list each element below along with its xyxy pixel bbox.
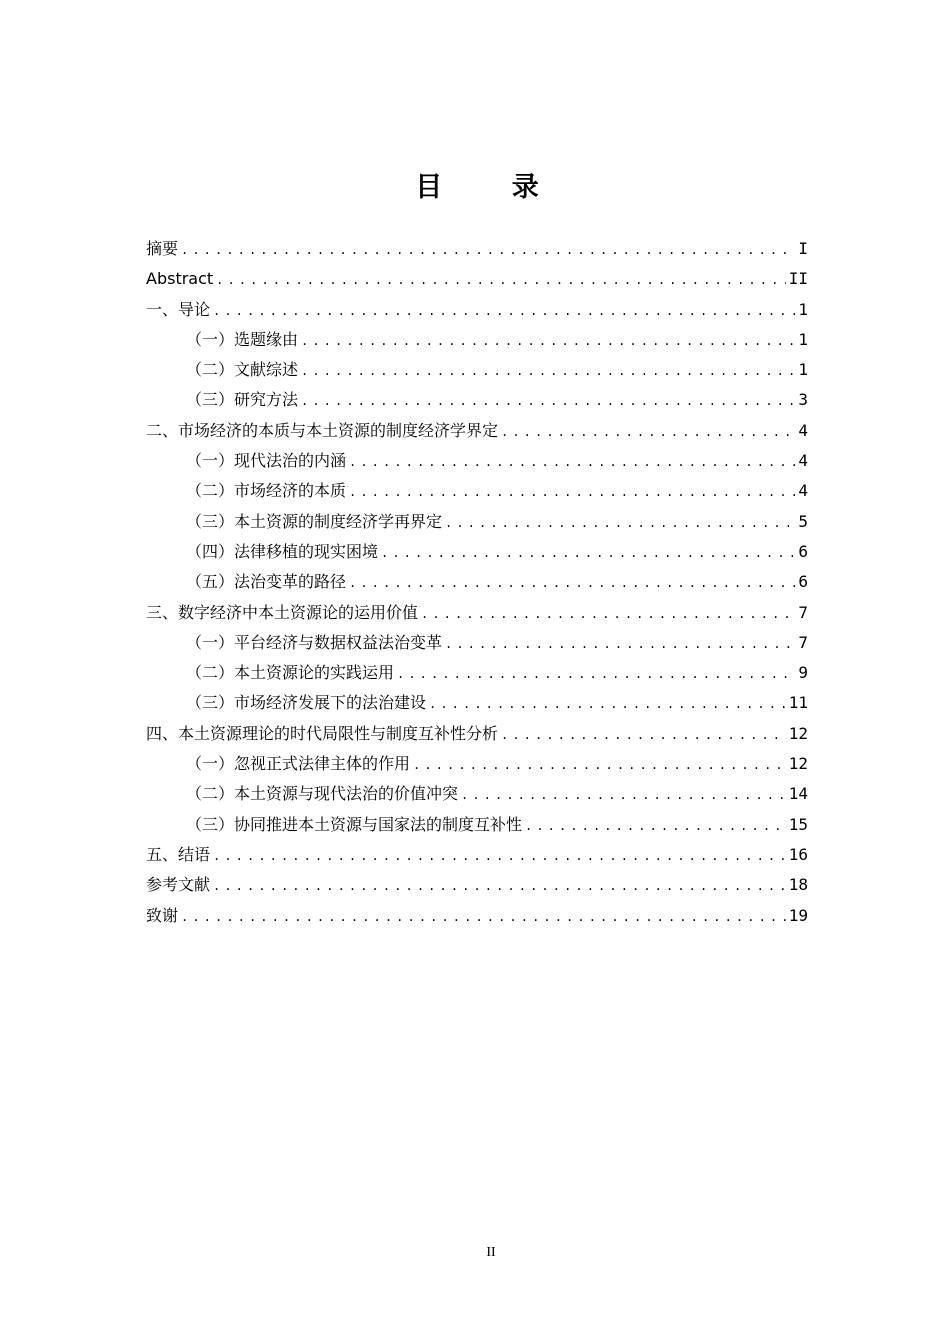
toc-entry-page: 12 xyxy=(788,754,808,774)
toc-entry-label: （二）本土资源与现代法治的价值冲突 xyxy=(186,784,459,804)
toc-leader-dots xyxy=(381,538,795,568)
toc-entry-page: 9 xyxy=(798,663,808,683)
toc-entry[interactable] xyxy=(146,325,808,355)
toc-entry-page: 12 xyxy=(788,723,808,743)
toc-entry-label: （二）市场经济的本质 xyxy=(186,481,347,501)
toc-entry[interactable] xyxy=(146,295,808,325)
toc-entry-page: 18 xyxy=(788,875,808,895)
toc-leader-dots xyxy=(525,811,786,841)
toc-entry-label: （三）市场经济发展下的法治建设 xyxy=(186,693,427,713)
toc-entry-page: 16 xyxy=(788,844,808,864)
toc-entry-page: 1 xyxy=(798,299,808,319)
page-title: 目 录 xyxy=(415,172,569,203)
toc-entry-label: （四）法律移植的现实困境 xyxy=(186,541,379,561)
toc-leader-dots xyxy=(216,265,786,295)
toc-leader-dots xyxy=(349,477,795,507)
toc-entry-page: 6 xyxy=(798,541,808,561)
toc-entry-label: （一）平台经济与数据权益法治变革 xyxy=(186,632,443,652)
toc-entry[interactable] xyxy=(146,719,808,749)
toc-entry[interactable] xyxy=(146,446,808,476)
toc-entry-label: 致谢 xyxy=(146,905,179,925)
toc-entry[interactable] xyxy=(146,870,808,900)
toc-entry-label: 二、市场经济的本质与本土资源的制度经济学界定 xyxy=(146,420,499,440)
toc-leader-dots xyxy=(501,720,786,750)
footer-page-number: II xyxy=(486,1245,496,1260)
toc-entry-label: Abstract xyxy=(146,269,214,289)
toc-entry-page: 14 xyxy=(788,784,808,804)
toc-entry-label: （五）法治变革的路径 xyxy=(186,572,347,592)
toc-entry-label: （二）文献综述 xyxy=(186,360,299,380)
toc-entry[interactable] xyxy=(146,840,808,870)
toc-leader-dots xyxy=(213,871,786,901)
toc-entry[interactable] xyxy=(146,264,808,294)
toc-leader-dots xyxy=(397,659,795,689)
toc-entry[interactable] xyxy=(146,658,808,688)
toc-entry-page: 4 xyxy=(798,481,808,501)
toc-entry[interactable] xyxy=(146,234,808,264)
toc-entry-label: 一、导论 xyxy=(146,299,211,319)
toc-entry[interactable] xyxy=(146,810,808,840)
toc-leader-dots xyxy=(301,386,795,416)
toc-entry-page: 11 xyxy=(788,693,808,713)
toc-entry[interactable] xyxy=(146,598,808,628)
toc-entry-page: 4 xyxy=(798,451,808,471)
toc-entry-page: 3 xyxy=(798,390,808,410)
toc-entry-label: 摘要 xyxy=(146,239,179,258)
toc-entry-label: （二）本土资源论的实践运用 xyxy=(186,663,395,683)
toc-entry-page: 5 xyxy=(798,511,808,531)
toc-leader-dots xyxy=(213,841,786,871)
toc-entry-label: 五、结语 xyxy=(146,844,211,864)
toc-entry-label: （三）协同推进本土资源与国家法的制度互补性 xyxy=(186,814,523,834)
toc-entry-page: 15 xyxy=(788,814,808,834)
toc-entry[interactable] xyxy=(146,476,808,506)
toc-entry-page: 7 xyxy=(798,632,808,652)
toc-leader-dots xyxy=(213,296,795,326)
toc-leader-dots xyxy=(429,689,786,719)
toc-entry-page: 19 xyxy=(788,905,808,925)
toc-entry[interactable] xyxy=(146,355,808,385)
toc-entry-page: II xyxy=(788,269,808,289)
toc-leader-dots xyxy=(413,750,786,780)
toc-entry[interactable] xyxy=(146,507,808,537)
toc-leader-dots xyxy=(461,780,786,810)
toc-leader-dots xyxy=(301,326,795,356)
toc-entry[interactable] xyxy=(146,628,808,658)
toc-leader-dots xyxy=(349,568,795,598)
toc-entry-label: （三）研究方法 xyxy=(186,390,299,410)
toc-entry-label: （三）本土资源的制度经济学再界定 xyxy=(186,511,443,531)
table-of-contents xyxy=(146,234,808,931)
toc-entry[interactable] xyxy=(146,779,808,809)
toc-entry-label: 四、本土资源理论的时代局限性与制度互补性分析 xyxy=(146,723,499,743)
toc-leader-dots xyxy=(349,447,795,477)
toc-entry-page: I xyxy=(798,239,808,258)
toc-entry[interactable] xyxy=(146,688,808,718)
toc-leader-dots xyxy=(445,629,795,659)
toc-entry-page: 6 xyxy=(798,572,808,592)
toc-entry[interactable] xyxy=(146,567,808,597)
toc-leader-dots xyxy=(445,508,795,538)
toc-leader-dots xyxy=(301,356,795,386)
toc-entry-label: （一）选题缘由 xyxy=(186,329,299,349)
toc-entry-page: 1 xyxy=(798,360,808,380)
toc-entry[interactable] xyxy=(146,416,808,446)
toc-leader-dots xyxy=(181,235,795,265)
toc-entry[interactable] xyxy=(146,749,808,779)
toc-entry-label: 参考文献 xyxy=(146,875,211,895)
toc-leader-dots xyxy=(501,417,795,447)
toc-entry-page: 4 xyxy=(798,420,808,440)
toc-entry-page: 7 xyxy=(798,602,808,622)
toc-entry-label: （一）忽视正式法律主体的作用 xyxy=(186,754,411,774)
toc-entry-page: 1 xyxy=(798,329,808,349)
toc-entry-label: （一）现代法治的内涵 xyxy=(186,451,347,471)
toc-leader-dots xyxy=(421,599,795,629)
toc-entry[interactable] xyxy=(146,385,808,415)
toc-entry-label: 三、数字经济中本土资源论的运用价值 xyxy=(146,602,419,622)
toc-entry[interactable] xyxy=(146,537,808,567)
toc-entry[interactable] xyxy=(146,901,808,931)
toc-leader-dots xyxy=(181,902,786,932)
